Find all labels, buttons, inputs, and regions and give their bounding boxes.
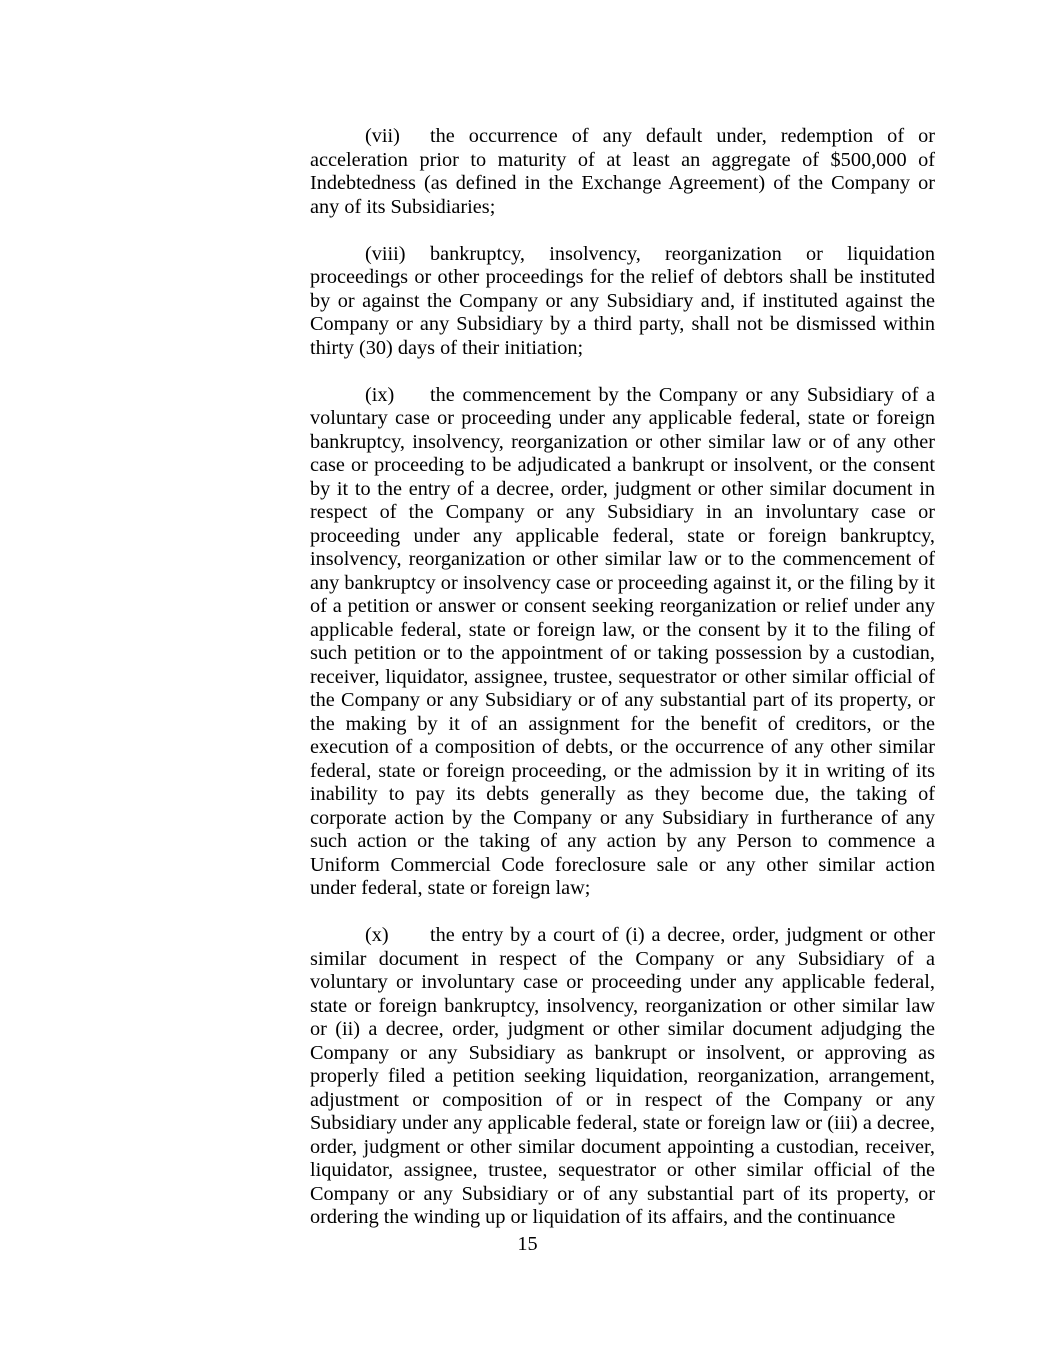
clause-paragraph-vii [310, 125, 935, 219]
clause-label-viii: (viii) [365, 242, 406, 265]
clause-text-vii: the occurrence of any default under, redemption of or acceleration prior to maturity of at least an aggregate of $500,000 of Indebtedness (as defined in the Exchange Agreement) of the Company or any of its Subsidiaries; [310, 125, 935, 218]
clause-paragraph-x [310, 924, 935, 1230]
clause-paragraph-viii [310, 243, 935, 361]
clause-text-x: the entry by a court of (i) a decree, order, judgment or other similar document in respect of the Company or any Subsidiary of a voluntary or involuntary case or proceeding under any applicable federal, state or foreign bankruptcy, insolvency, reorganization or other similar law or (ii) a decree, order, judgment or other similar document adjudging the Company or any Subsidiary as bankrupt or insolvent, or approving as properly filed a petition seeking liquidation, reorganization, arrangement, adjustment or composition of or in respect of the Company or any Subsidiary under any applicable federal, state or foreign law or (iii) a decree, order, judgment or other similar document appointing a custodian, receiver, liquidator, assignee, trustee, sequestrator or other similar official of the Company or any Subsidiary or of any substantial part of its property, or ordering the winding up or liquidation of its affairs, and the continuance [310, 924, 935, 1228]
clause-label-ix: (ix) [365, 383, 395, 406]
clause-text-ix: the commencement by the Company or any Subsidiary of a voluntary case or proceeding under any applicable federal, state or foreign bankruptcy, insolvency, reorganization or other similar law or of any other case or proceeding to be adjudicated a bankrupt or insolvent, or the consent by it to the entry of a decree, order, judgment or other similar document in respect of the Company or any Subsidiary in an involuntary case or proceeding under any applicable federal, state or foreign bankruptcy, insolvency, reorganization or other similar law or to the commencement of any bankruptcy or insolvency case or proceeding against it, or the filing by it of a petition or answer or consent seeking reorganization or relief under any applicable federal, state or foreign law, or the consent by it to the filing of such petition or to the appointment of or taking possession by a custodian, receiver, liquidator, assignee, trustee, sequestrator or other similar official of the Company or any Subsidiary or of any substantial part of its property, or the making by it of an assignment for the benefit of creditors, or the execution of a composition of debts, or the occurrence of any other similar federal, state or foreign proceeding, or the admission by it in writing of its inability to pay its debts generally as they become due, the taking of corporate action by the Company or any Subsidiary in furtherance of any such action or the taking of any action by any Person to commence a Uniform Commercial Code foreclosure sale or any other similar action under federal, state or foreign law; [310, 383, 935, 899]
clause-label-x: (x) [365, 924, 389, 946]
document-body [310, 125, 935, 1230]
clause-label-vii: (vii) [365, 125, 400, 147]
clause-text-viii: bankruptcy, insolvency, reorganization or liquidation proceedings or other proceedings for the relief of debtors shall be instituted by or against the Company or any Subsidiary and, if instituted against the Company or any Subsidiary by a third party, shall not be dismissed within thirty (30) days of their initiation; [310, 242, 935, 359]
page-number: 15 [517, 1233, 538, 1255]
clause-paragraph-ix [310, 384, 935, 901]
